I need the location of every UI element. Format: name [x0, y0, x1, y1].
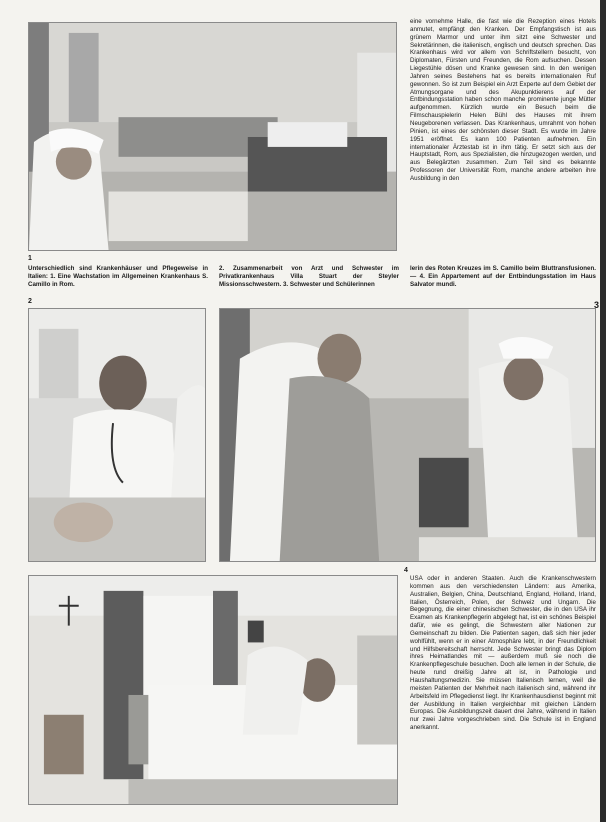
- caption-1: Unterschiedlich sind Krankenhäuser und Pflegeweise in Italien: 1. Eine Wachstation im Allgemeinen Krankenhaus S. Camillo in Rom.: [28, 265, 208, 288]
- doctor-image: [29, 309, 205, 561]
- caption-2: 2. Zusammenarbeit von Arzt und Schwester im Privatkrankenhaus Villa Stuart der Steyler Missionsschwestern. 3. Schwester und Schülerinnen: [219, 265, 399, 288]
- margin-number: 3: [593, 300, 599, 310]
- maternity-image: [29, 576, 397, 804]
- photo-transfusion: [219, 308, 596, 562]
- photo-maternity-room: [28, 575, 398, 805]
- article-column-bottom: [410, 575, 596, 820]
- photo-number-2: 2: [28, 298, 32, 305]
- photo-ward: [28, 22, 397, 251]
- photo-number-4: 4: [404, 567, 408, 574]
- article-text-bottom: USA oder in anderen Staaten. Auch die Krankenschwestern kommen aus den verschiedensten Ländern: aus Amerika, Australien, Belgien, China, Deutschland, England, Holland, Irland, Italien, Österreich, Polen, der Schweiz und Ungarn. Die Begegnung, die einer chinesischen Schwester, die in den USA ihr Examen als Krankenpflegerin abgelegt hat, ist ein schönes Beispiel dafür, wie es gelingt, die Schwestern aller Nationen zur Gemeinschaft zu bilden. Die Patienten sagen, daß sich hier jeder wohlfühlt, wenn er in einer Atmosphäre lebt, in der Freundlichkeit und Hilfsbereitschaft herrscht. Jede Schwester bringt das Diplom ihres Heimatlandes mit — außerdem muß sie noch die Krankenpflegeschule besuchen. Doch alle lernen in der Schule, die heute rund dreißig Jahre alt ist, in Pathologie und Haushaltungsmedizin. Sie müssen Italienisch lernen, weil die meisten Patienten der Mehrheit nach italienisch sind, während ihr Arbeitsfeld im Pflegedienst liegt. Ihr Krankenhausdienst beginnt mit der Ausbildung in Italien vergleichbar mit gleichen Ländern Europas. Die Ausbildungszeit dauert drei Jahre, während in Italien nur zwei Jahre vorgeschrieben sind. Die Schule ist in England anerkannt.: [410, 575, 596, 732]
- article-column-top: [410, 18, 596, 263]
- photo-doctor-nurse: [28, 308, 206, 562]
- page-edge: [600, 0, 606, 822]
- photo-number-1: 1: [28, 255, 32, 262]
- article-text-top: eine vornehme Halle, die fast wie die Rezeption eines Hotels anmutet, empfängt den Kranken. Der Empfangstisch ist aus grünem Marmor und unter ihm sitzt eine Schwester und Sekretärinnen, die italienisch, englisch und deutsch sprechen. Das Krankenhaus wird vor allem von Schriftstellern besucht, von Diplomaten, Fürsten und Freunden, die Rom aufsuchen. Dessen Liegestühle dösen und Kranke gewesen sind. In den wenigen Jahren seines Bestehens hat es bereits internationalen Ruf gewonnen. So ist zum Beispiel ein Arzt Experte auf dem Gebiet der Atmungsorgane und des Akupunktierens auf der Entbindungsstation haben schon manche prominente junge Mütter aufgenommen. Kürzlich wurde ein Besuch beim die Filmschauspielerin Helen Bühl des Hauses mit ihrem Neugeborenen verlassen. Das Krankenhaus, umrahmt von hohen Pinien, ist eines der schönsten dieser Stadt. Es wurde im Jahre 1951 eröffnet. Es kann 100 Patienten aufnehmen. Ein internationaler Ärztestab ist in ihm tätig. Er setzt sich aus der Hauptstadt, Rom, aus Spezialisten, die hinzugezogen werden, und aus Belegärzten zusammen. Zum Teil sind es bekannte Professoren der Universität Rom, manche andere arbeiten ihre Ausbildung in den: [410, 18, 596, 182]
- ward-image: [29, 23, 396, 250]
- caption-3: lerin des Roten Kreuzes im S. Camillo beim Bluttransfusionen. — 4. Ein Appartement auf der Entbindungsstation im Haus Salvator mundi.: [410, 265, 596, 288]
- transfusion-image: [220, 309, 595, 561]
